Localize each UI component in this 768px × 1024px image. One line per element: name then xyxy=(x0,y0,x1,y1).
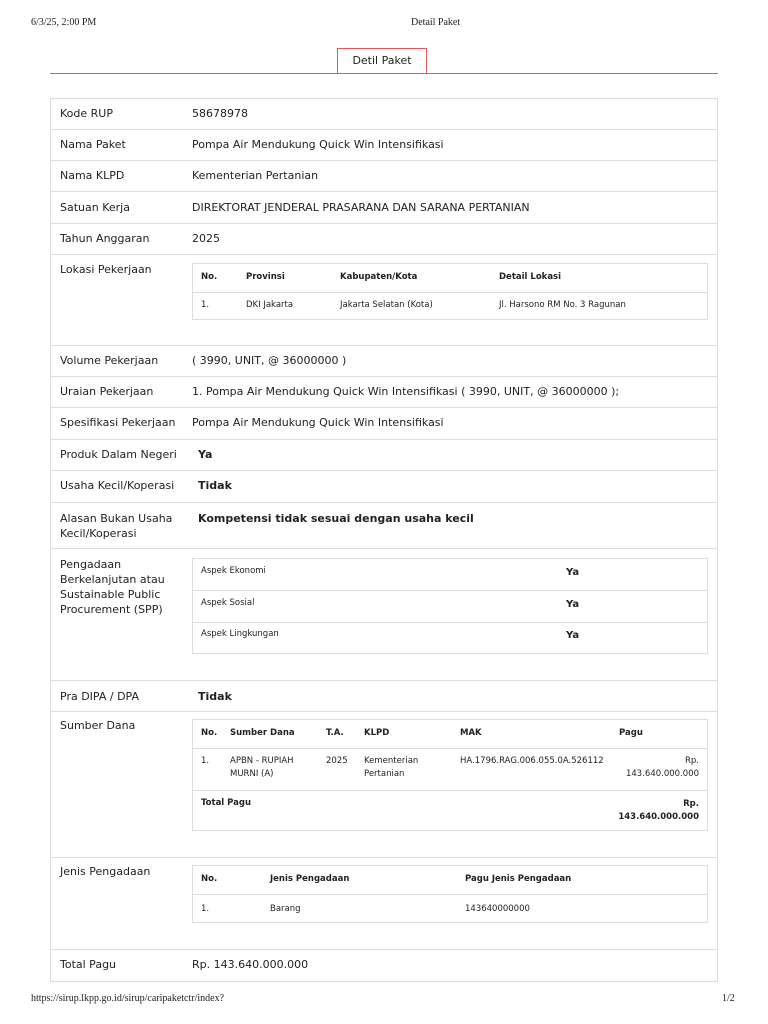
lokasi-cell-detail: Jl. Harsono RM No. 3 Ragunan xyxy=(499,300,626,310)
sd-col-pagu: Pagu xyxy=(619,728,643,738)
label-spesifikasi-pekerjaan: Spesifikasi Pekerjaan xyxy=(60,416,176,429)
row-sumber-dana xyxy=(51,712,717,858)
spp-row-ekonomi xyxy=(193,559,707,591)
label-nama-klpd: Nama KLPD xyxy=(60,169,125,182)
row-alasan-bukan-usaha xyxy=(51,503,717,549)
jenis-row xyxy=(193,895,707,923)
value-volume-pekerjaan: ( 3990, UNIT, @ 36000000 ) xyxy=(192,354,347,367)
label-spp xyxy=(60,557,165,617)
sd-total-line2: 143.640.000.000 xyxy=(618,812,699,822)
row-produk-dalam-negeri xyxy=(51,440,717,471)
row-total-pagu xyxy=(51,950,717,981)
sd-sumber-line2: MURNI (A) xyxy=(230,769,274,779)
jp-col-no: No. xyxy=(201,874,218,884)
row-jenis-pengadaan xyxy=(51,858,717,950)
sd-pagu-line2: 143.640.000.000 xyxy=(625,769,699,779)
sumber-dana-total-row xyxy=(193,791,707,831)
lokasi-cell-no: 1. xyxy=(201,300,210,310)
print-page-number: 1/2 xyxy=(722,993,735,1004)
row-nama-paket xyxy=(51,130,717,161)
label-spp-line4: Procurement (SPP) xyxy=(60,603,163,616)
value-uraian-pekerjaan: 1. Pompa Air Mendukung Quick Win Intensifikasi ( 3990, UNIT, @ 36000000 ); xyxy=(192,385,620,398)
print-url: https://sirup.lkpp.go.id/sirup/caripaketctr/index? xyxy=(31,993,225,1004)
sd-cell-pagu xyxy=(626,755,699,781)
row-nama-klpd xyxy=(51,161,717,192)
row-kode-rup xyxy=(51,99,717,130)
tab-detil-paket[interactable]: Detil Paket xyxy=(337,48,427,73)
sd-total-label: Total Pagu xyxy=(201,798,252,808)
lokasi-cell-kabupaten: Jakarta Selatan (Kota) xyxy=(340,300,433,310)
row-spesifikasi-pekerjaan xyxy=(51,408,717,440)
sd-col-ta: T.A. xyxy=(326,728,344,738)
sd-col-klpd: KLPD xyxy=(364,728,390,738)
sd-cell-no: 1. xyxy=(201,756,210,766)
label-kode-rup: Kode RUP xyxy=(60,107,113,120)
row-usaha-kecil xyxy=(51,471,717,503)
jenis-header xyxy=(193,866,707,895)
label-tahun-anggaran: Tahun Anggaran xyxy=(60,232,150,245)
label-satuan-kerja: Satuan Kerja xyxy=(60,201,130,214)
jp-col-pagu: Pagu Jenis Pengadaan xyxy=(465,874,572,884)
sd-cell-klpd xyxy=(364,755,418,781)
label-lokasi-pekerjaan: Lokasi Pekerjaan xyxy=(60,263,152,276)
label-spp-line1: Pengadaan xyxy=(60,558,122,571)
lokasi-table-row xyxy=(193,293,707,320)
sd-klpd-line1: Kementerian xyxy=(364,756,419,766)
value-satuan-kerja: DIREKTORAT JENDERAL PRASARANA DAN SARANA PERTANIAN xyxy=(192,201,530,214)
tab-underline xyxy=(50,73,718,74)
sumber-dana-row xyxy=(193,749,707,791)
value-nama-paket: Pompa Air Mendukung Quick Win Intensifikasi xyxy=(192,138,444,151)
spp-aspek-sosial: Aspek Sosial xyxy=(201,598,255,608)
row-spp xyxy=(51,549,717,681)
jp-cell-no: 1. xyxy=(201,904,210,914)
spp-aspek-ekonomi: Aspek Ekonomi xyxy=(201,566,266,576)
spp-aspek-lingkungan: Aspek Lingkungan xyxy=(201,629,279,639)
row-volume-pekerjaan xyxy=(51,346,717,377)
spp-value-lingkungan: Ya xyxy=(566,630,580,641)
row-satuan-kerja xyxy=(51,192,717,224)
sd-pagu-line1: Rp. xyxy=(684,756,699,766)
spp-value-sosial: Ya xyxy=(566,599,580,610)
lokasi-table xyxy=(192,263,708,320)
sd-total-value xyxy=(618,798,699,824)
sd-cell-sumber xyxy=(230,755,294,781)
sd-col-mak: MAK xyxy=(460,728,482,738)
jp-cell-pagu: 143640000000 xyxy=(465,904,530,914)
label-total-pagu: Total Pagu xyxy=(60,958,117,971)
label-uraian-pekerjaan: Uraian Pekerjaan xyxy=(60,385,154,398)
lokasi-col-detail: Detail Lokasi xyxy=(499,272,562,282)
label-alasan-line1: Alasan Bukan Usaha xyxy=(60,512,173,525)
label-spp-line2: Berkelanjutan atau xyxy=(60,573,165,586)
row-pra-dipa xyxy=(51,681,717,712)
jp-col-jenis: Jenis Pengadaan xyxy=(270,874,350,884)
value-nama-klpd: Kementerian Pertanian xyxy=(192,169,319,182)
spp-row-sosial xyxy=(193,591,707,623)
sd-col-sumber: Sumber Dana xyxy=(230,728,295,738)
value-spesifikasi-pekerjaan: Pompa Air Mendukung Quick Win Intensifikasi xyxy=(192,416,444,429)
label-alasan-line2: Kecil/Koperasi xyxy=(60,527,137,540)
label-volume-pekerjaan: Volume Pekerjaan xyxy=(60,354,159,367)
sumber-dana-header xyxy=(193,720,707,749)
row-tahun-anggaran xyxy=(51,224,717,255)
detail-paket-card xyxy=(50,98,718,982)
sd-cell-ta: 2025 xyxy=(326,756,348,766)
sd-sumber-line1: APBN - RUPIAH xyxy=(230,756,294,766)
value-tahun-anggaran: 2025 xyxy=(192,232,220,245)
value-usaha-kecil: Tidak xyxy=(198,479,232,492)
lokasi-col-kabupaten: Kabupaten/Kota xyxy=(340,272,418,282)
value-total-pagu: Rp. 143.640.000.000 xyxy=(192,958,309,971)
value-pra-dipa: Tidak xyxy=(198,690,232,703)
spp-row-lingkungan xyxy=(193,623,707,654)
row-lokasi-pekerjaan xyxy=(51,255,717,346)
value-produk-dalam-negeri: Ya xyxy=(198,448,213,461)
label-sumber-dana: Sumber Dana xyxy=(60,719,136,732)
label-spp-line3: Sustainable Public xyxy=(60,588,161,601)
row-uraian-pekerjaan xyxy=(51,377,717,408)
jenis-pengadaan-table xyxy=(192,865,708,923)
label-produk-dalam-negeri: Produk Dalam Negeri xyxy=(60,448,177,461)
sumber-dana-table xyxy=(192,719,708,831)
value-alasan-bukan-usaha: Kompetensi tidak sesuai dengan usaha kecil xyxy=(198,512,474,525)
spp-value-ekonomi: Ya xyxy=(566,567,580,578)
label-usaha-kecil: Usaha Kecil/Koperasi xyxy=(60,479,175,492)
value-kode-rup: 58678978 xyxy=(192,107,248,120)
sd-klpd-line2: Pertanian xyxy=(364,769,405,779)
print-title: Detail Paket xyxy=(411,17,461,28)
print-datetime: 6/3/25, 2:00 PM xyxy=(31,17,97,28)
jp-cell-jenis: Barang xyxy=(270,904,301,914)
lokasi-table-header xyxy=(193,264,707,293)
sd-col-no: No. xyxy=(201,728,218,738)
lokasi-col-no: No. xyxy=(201,272,218,282)
lokasi-cell-provinsi: DKI Jakarta xyxy=(246,300,294,310)
label-jenis-pengadaan: Jenis Pengadaan xyxy=(60,865,151,878)
sd-cell-mak: HA.1796.RAG.006.055.0A.526112 xyxy=(460,756,604,766)
label-nama-paket: Nama Paket xyxy=(60,138,126,151)
lokasi-col-provinsi: Provinsi xyxy=(246,272,285,282)
label-alasan-bukan-usaha xyxy=(60,511,172,541)
spp-table xyxy=(192,558,708,654)
sd-total-line1: Rp. xyxy=(683,799,699,809)
label-pra-dipa: Pra DIPA / DPA xyxy=(60,690,139,703)
